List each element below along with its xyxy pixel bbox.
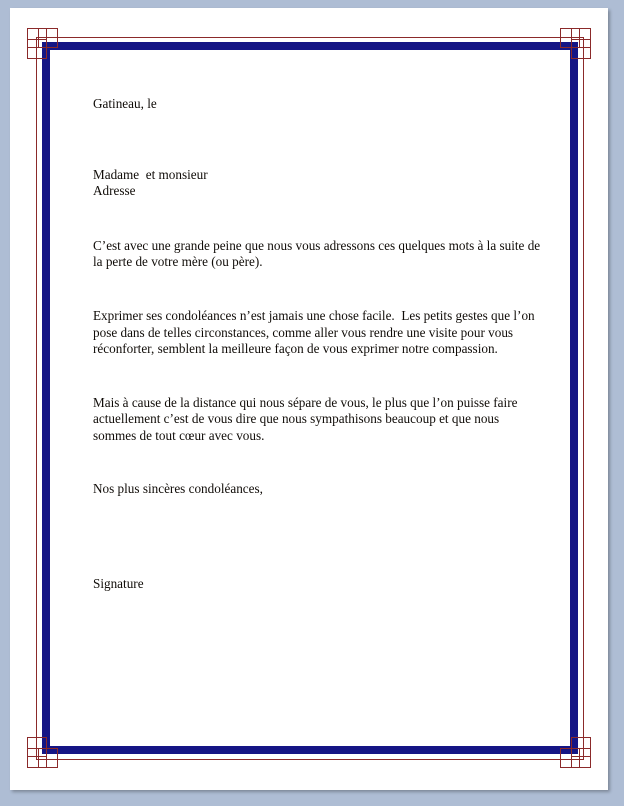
- ornament-square: [38, 748, 58, 768]
- ornament-square: [571, 28, 591, 48]
- ornament-square: [27, 737, 47, 757]
- ornament-square: [560, 28, 580, 48]
- ornament-square: [571, 748, 591, 768]
- recipient-address-block: [93, 167, 545, 200]
- ornament-square: [571, 39, 591, 59]
- closing-salutation: Nos plus sincères condoléances,: [93, 480, 263, 496]
- border-band-left-navy: [42, 42, 50, 754]
- recipient-salutation-line: Madame et monsieur: [93, 166, 208, 182]
- border-rule-left-maroon: [36, 37, 37, 760]
- ornament-square: [560, 748, 580, 768]
- document-page: [10, 8, 608, 790]
- corner-ornament-top-right-icon: [551, 28, 591, 68]
- body-paragraph-2: Exprimer ses condoléances n’est jamais une chose facile. Les petits gestes que l’on pose dans de telles circonstances, comme aller vous rendre une visite pour vous réconforter, semblent la meilleure façon de vous exprimer notre compassion.: [93, 307, 538, 357]
- border-rule-right-maroon: [583, 37, 584, 760]
- body-paragraph-1: C’est avec une grande peine que nous vous adressons ces quelques mots à la suite de la perte de votre mère (ou père).: [93, 237, 544, 270]
- letter-content: [93, 88, 545, 593]
- border-rule-bottom-maroon: [36, 759, 584, 760]
- corner-ornament-bottom-left-icon: [27, 728, 67, 768]
- border-band-right-navy: [570, 42, 578, 754]
- date-line: Gatineau, le: [93, 96, 157, 111]
- body-paragraph-3: Mais à cause de la distance qui nous sépare de vous, le plus que l’on puisse faire actuellement c’est de vous dire que nous sympathisons beaucoup et que nous sommes de tout cœur avec vous.: [93, 394, 521, 443]
- border-band-bottom-navy: [42, 746, 578, 754]
- corner-ornament-top-left-icon: [27, 28, 67, 68]
- ornament-square: [38, 28, 58, 48]
- border-band-top-navy: [42, 42, 578, 50]
- corner-ornament-bottom-right-icon: [551, 728, 591, 768]
- ornament-square: [27, 28, 47, 48]
- signature-placeholder: Signature: [93, 576, 144, 592]
- recipient-address-line: Adresse: [93, 183, 136, 199]
- ornament-square: [571, 737, 591, 757]
- ornament-square: [27, 748, 47, 768]
- border-rule-top-maroon: [36, 37, 584, 38]
- ornament-square: [27, 39, 47, 59]
